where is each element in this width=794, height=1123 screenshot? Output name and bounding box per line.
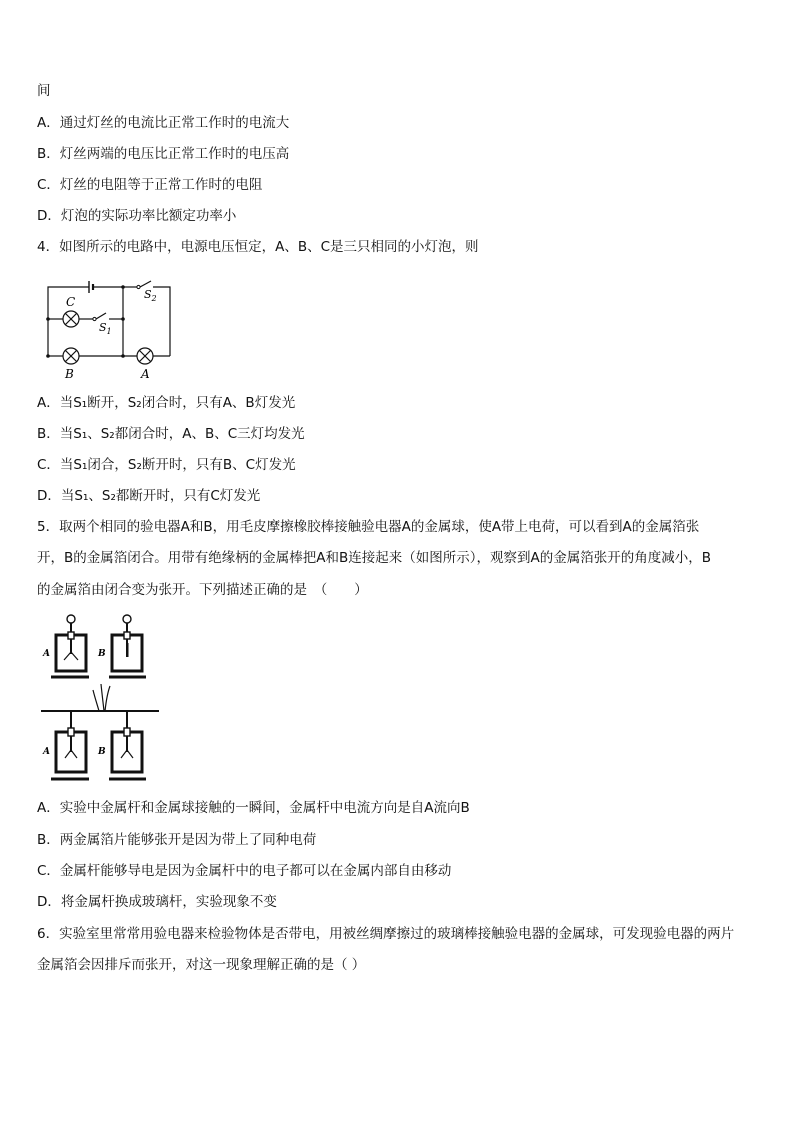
- q4-option-a: A．当S₁断开，S₂闭合时，只有A、B灯发光: [37, 395, 296, 411]
- top-electroscope-b-label: B: [98, 649, 106, 659]
- q5-stem-line-1: 5．取两个相同的验电器A和B，用毛皮摩擦橡胶棒接触验电器A的金属球，使A带上电荷，可以看到A的金属箔张: [37, 519, 700, 535]
- q5-option-d: D．将金属杆换成玻璃杆，实验现象不变: [37, 894, 277, 910]
- q5-option-c: C．金属杆能够导电是因为金属杆中的电子都可以在金属内部自由移动: [37, 863, 452, 879]
- lamp-b-label: B: [65, 367, 74, 381]
- q3-option-a: A．通过灯丝的电流比正常工作时的电流大: [37, 115, 290, 131]
- q5-option-b: B．两金属箔片能够张开是因为带上了同种电荷: [37, 832, 317, 848]
- q4-option-c: C．当S₁闭合，S₂断开时，只有B、C灯发光: [37, 457, 296, 473]
- q4-circuit-diagram: [40, 272, 180, 384]
- lamp-c-label: C: [66, 295, 76, 309]
- q3-option-b: B．灯丝两端的电压比正常工作时的电压高: [37, 146, 290, 162]
- q3-option-c: C．灯丝的电阻等于正常工作时的电阻: [37, 177, 263, 193]
- q6-stem-line-2: 金属箔会因排斥而张开，对这一现象理解正确的是（ ）: [37, 957, 366, 973]
- q3-tail: 间: [37, 83, 51, 99]
- switch-s2-label: $S_2$: [144, 288, 157, 303]
- q3-option-d: D．灯泡的实际功率比额定功率小: [37, 208, 237, 224]
- q5-stem-line-2: 开，B的金属箔闭合。用带有绝缘柄的金属棒把A和B连接起来（如图所示），观察到A的金属箔张开的角度减小，B: [37, 550, 712, 566]
- top-electroscope-a-label: A: [43, 649, 50, 659]
- q4-stem: 4．如图所示的电路中，电源电压恒定，A、B、C是三只相同的小灯泡，则: [37, 239, 479, 255]
- q4-option-b: B．当S₁、S₂都闭合时，A、B、C三灯均发光: [37, 426, 305, 442]
- lamp-a-label: A: [141, 367, 150, 381]
- q5-electroscope-diagram: [35, 612, 165, 788]
- bottom-electroscope-a-label: A: [43, 747, 50, 757]
- q5-option-a: A．实验中金属杆和金属球接触的一瞬间，金属杆中电流方向是自A流向B: [37, 800, 470, 816]
- q4-option-d: D．当S₁、S₂都断开时，只有C灯发光: [37, 488, 261, 504]
- q5-stem-line-3: 的金属箔由闭合变为张开。下列描述正确的是 （ ）: [37, 582, 368, 598]
- bottom-electroscope-b-label: B: [98, 747, 106, 757]
- q6-stem-line-1: 6．实验室里常常用验电器来检验物体是否带电，用被丝绸摩擦过的玻璃棒接触验电器的金属球，可发现验电器的两片: [37, 926, 735, 942]
- switch-s1-label: $S_1$: [99, 321, 112, 336]
